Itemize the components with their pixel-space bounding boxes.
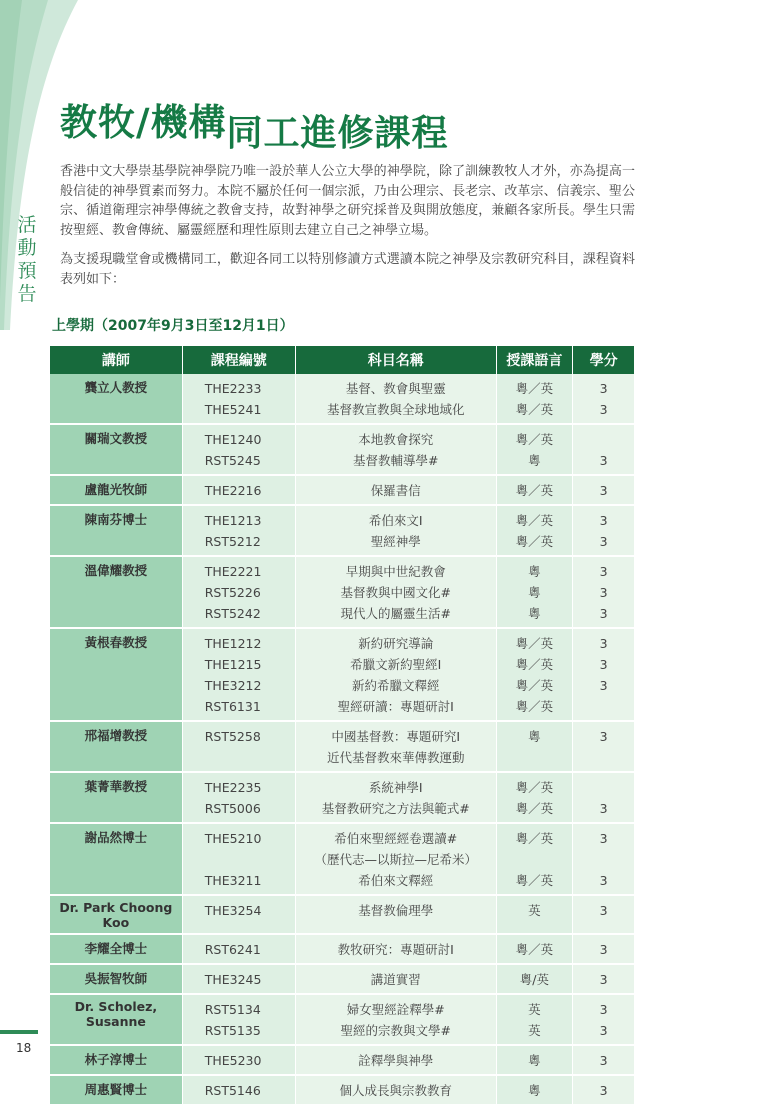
semester-heading: 上學期（2007年9月3日至12月1日） <box>52 318 294 334</box>
subject-name: 希伯來文I <box>368 513 423 528</box>
subject-cell <box>295 994 496 1045</box>
subject-cell <box>295 895 496 934</box>
subject-name: 現代人的屬靈生活# <box>340 606 451 621</box>
language-cell <box>496 772 573 823</box>
credits: 3 <box>599 1083 608 1098</box>
credits: 3 <box>599 942 608 957</box>
table-row <box>50 823 634 895</box>
subject-name: 聖經神學 <box>370 534 421 549</box>
subject-cell <box>295 505 496 556</box>
course-code: RST5135 <box>204 1023 261 1038</box>
subject-cell <box>295 475 496 505</box>
intro-paragraph: 香港中文大學崇基學院神學院乃唯一設於華人公立大學的神學院，除了訓練教牧人才外，亦為提高一般信徒的神學質素而努力。本院不屬於任何一個宗派，乃由公理宗、長老宗、改革宗、信義宗、聖公宗、循道衛理宗神學傳統之教會支持，故對神學之研究採普及與開放態度，兼顧各家所長。學生只需按聖經、教會傳統、屬靈經歷和理性原則去建立自己之神學立場。 <box>60 164 635 238</box>
table-row <box>50 628 634 721</box>
subject-cell <box>295 934 496 964</box>
table-row <box>50 964 634 994</box>
lecturer-cell: 周惠賢博士 <box>50 1075 182 1105</box>
subject-name: 中國基督教：專題研究I <box>331 729 461 744</box>
language <box>497 849 573 870</box>
side-label-char: 告 <box>17 283 37 305</box>
table-row <box>50 934 634 964</box>
language: 粵／英 <box>515 402 554 417</box>
course-code: THE3211 <box>204 873 262 888</box>
language: 英 <box>528 1023 541 1038</box>
credits-cell <box>573 823 634 895</box>
language: 粵／英 <box>515 801 554 816</box>
course-table <box>50 346 634 1106</box>
language-cell <box>496 895 573 934</box>
table-row <box>50 895 634 934</box>
language: 粵／英 <box>515 678 554 693</box>
credits: 3 <box>599 636 608 651</box>
page-title-part1: 教牧/機構 <box>60 101 227 144</box>
subject-name: 基督教研究之方法與範式# <box>321 801 470 816</box>
subject-name: 希伯來聖經經卷選讀# <box>334 831 458 846</box>
course-code: THE3245 <box>204 972 262 987</box>
credits: 3 <box>599 534 608 549</box>
language: 粵／英 <box>515 780 554 795</box>
course-code: RST5226 <box>204 585 261 600</box>
subject-cell <box>295 772 496 823</box>
credits: 3 <box>599 564 608 579</box>
course-code-cell <box>182 424 295 475</box>
subject-name: 系統神學I <box>368 780 423 795</box>
course-code-cell <box>182 374 295 424</box>
course-table-body <box>50 374 634 1105</box>
header-credits: 學分 <box>573 346 634 374</box>
course-code: THE3254 <box>204 903 262 918</box>
subject-cell <box>295 721 496 772</box>
table-row <box>50 374 634 424</box>
course-code: RST5212 <box>204 534 261 549</box>
subject-name: （歷代志—以斯拉—尼希米） <box>314 852 477 867</box>
credits: 3 <box>599 381 608 396</box>
language: 粵／英 <box>515 534 554 549</box>
credits-cell <box>573 994 634 1045</box>
language <box>497 747 573 768</box>
language: 粵 <box>528 1083 541 1098</box>
subject-name: 新約研究導論 <box>358 636 434 651</box>
language: 粵 <box>528 585 541 600</box>
page-number: 18 <box>16 1041 32 1055</box>
language: 粵 <box>528 606 541 621</box>
credits <box>573 777 634 798</box>
language-cell <box>496 1075 573 1105</box>
lecturer-cell: 李耀全博士 <box>50 934 182 964</box>
language: 粵/英 <box>519 972 549 987</box>
language-cell <box>496 964 573 994</box>
credits: 3 <box>599 585 608 600</box>
subject-name: 婦女聖經詮釋學# <box>346 1002 445 1017</box>
course-code-cell <box>182 772 295 823</box>
language-cell <box>496 721 573 772</box>
credits: 3 <box>599 678 608 693</box>
course-code: RST5006 <box>204 801 261 816</box>
credits: 3 <box>599 606 608 621</box>
lecturer-cell: 龔立人教授 <box>50 374 182 424</box>
course-code-cell <box>182 556 295 628</box>
subject-name: 基督教與中國文化# <box>340 585 451 600</box>
lecturer-cell: 林子淳博士 <box>50 1045 182 1075</box>
table-row <box>50 994 634 1045</box>
course-code: THE1213 <box>204 513 262 528</box>
subject-name: 詮釋學與神學 <box>358 1053 434 1068</box>
side-label-char: 活 <box>17 214 37 236</box>
language-cell <box>496 1045 573 1075</box>
course-code-cell <box>182 1045 295 1075</box>
course-code-cell <box>182 1075 295 1105</box>
subject-name: 基督教輔導學# <box>352 453 439 468</box>
language-cell <box>496 556 573 628</box>
table-row <box>50 475 634 505</box>
course-code: RST5146 <box>204 1083 261 1098</box>
credits <box>573 696 634 717</box>
credits-cell <box>573 964 634 994</box>
course-code: THE2221 <box>204 564 262 579</box>
credits: 3 <box>599 402 608 417</box>
table-row <box>50 1045 634 1075</box>
credits: 3 <box>599 1023 608 1038</box>
header-language: 授課語言 <box>496 346 573 374</box>
subject-cell <box>295 424 496 475</box>
course-code-cell <box>182 895 295 934</box>
subject-name: 保羅書信 <box>370 483 421 498</box>
side-label-char: 預 <box>17 260 37 282</box>
course-code <box>205 849 295 870</box>
credits-cell <box>573 1075 634 1105</box>
language: 粵／英 <box>515 873 554 888</box>
language: 粵／英 <box>515 432 554 447</box>
course-code: THE2233 <box>204 381 262 396</box>
credits: 3 <box>599 903 608 918</box>
subject-name: 近代基督教來華傳教運動 <box>326 750 465 765</box>
table-row <box>50 505 634 556</box>
section-side-label <box>16 214 38 306</box>
lecturer-cell: 關瑞文教授 <box>50 424 182 475</box>
subject-name: 個人成長與宗教教育 <box>339 1083 452 1098</box>
language-cell <box>496 823 573 895</box>
credits-cell <box>573 934 634 964</box>
language: 粵 <box>528 564 541 579</box>
subject-name: 基督教宣教與全球地域化 <box>326 402 465 417</box>
credits-cell <box>573 374 634 424</box>
table-row <box>50 1075 634 1105</box>
table-row <box>50 424 634 475</box>
course-code: RST6131 <box>204 699 261 714</box>
course-code: THE5210 <box>204 831 262 846</box>
credits <box>573 429 634 450</box>
language: 粵／英 <box>515 636 554 651</box>
lecturer-cell: 葉菁華教授 <box>50 772 182 823</box>
page-number-rule <box>0 1030 38 1034</box>
subject-name: 教牧研究：專題研討I <box>337 942 454 957</box>
language: 英 <box>528 903 541 918</box>
lecturer-cell: 陳南芬博士 <box>50 505 182 556</box>
subject-cell <box>295 823 496 895</box>
table-row <box>50 721 634 772</box>
course-code-cell <box>182 823 295 895</box>
page-title <box>60 92 449 154</box>
subject-cell <box>295 628 496 721</box>
side-label-char: 動 <box>17 237 37 259</box>
language: 粵 <box>528 453 541 468</box>
language: 粵／英 <box>515 657 554 672</box>
subject-cell <box>295 1075 496 1105</box>
lecturer-cell: 溫偉耀教授 <box>50 556 182 628</box>
credits: 3 <box>599 831 608 846</box>
subject-name: 希伯來文釋經 <box>358 873 434 888</box>
language: 粵／英 <box>515 381 554 396</box>
credits: 3 <box>599 657 608 672</box>
intro-text <box>60 162 635 299</box>
subject-name: 新約希臘文釋經 <box>351 678 440 693</box>
course-code: RST5134 <box>204 1002 261 1017</box>
header-course-code: 課程編號 <box>182 346 295 374</box>
course-code: THE3212 <box>204 678 262 693</box>
header-subject: 科目名稱 <box>295 346 496 374</box>
credits-cell <box>573 505 634 556</box>
course-code: THE1240 <box>204 432 262 447</box>
credits-cell <box>573 628 634 721</box>
course-code: THE1212 <box>204 636 262 651</box>
subject-name: 基督教倫理學 <box>358 903 434 918</box>
language-cell <box>496 994 573 1045</box>
language: 粵／英 <box>515 513 554 528</box>
course-code-cell <box>182 964 295 994</box>
course-code-cell <box>182 721 295 772</box>
credits-cell <box>573 772 634 823</box>
credits-cell <box>573 556 634 628</box>
table-row <box>50 772 634 823</box>
course-code: THE2216 <box>204 483 262 498</box>
credits-cell <box>573 721 634 772</box>
language: 粵／英 <box>515 831 554 846</box>
credits-cell <box>573 475 634 505</box>
header-lecturer: 講師 <box>50 346 182 374</box>
language-cell <box>496 505 573 556</box>
subject-name: 希臘文新約聖經I <box>350 657 442 672</box>
credits-cell <box>573 424 634 475</box>
course-code-cell <box>182 994 295 1045</box>
course-code <box>205 747 295 768</box>
course-code: RST5258 <box>204 729 261 744</box>
credits <box>573 849 634 870</box>
lecturer-cell: 謝品然博士 <box>50 823 182 895</box>
language-cell <box>496 424 573 475</box>
subject-cell <box>295 964 496 994</box>
lecturer-cell: Dr. Scholez, Susanne <box>50 994 182 1045</box>
credits: 3 <box>599 873 608 888</box>
subject-name: 基督、教會與聖靈 <box>345 381 446 396</box>
course-code: RST6241 <box>204 942 261 957</box>
course-code: RST5245 <box>204 453 261 468</box>
course-code: THE5230 <box>204 1053 262 1068</box>
subject-name: 聖經研讀：專題研討I <box>337 699 454 714</box>
credits-cell <box>573 895 634 934</box>
language: 粵／英 <box>515 942 554 957</box>
lecturer-cell: 黃根春教授 <box>50 628 182 721</box>
credits-cell <box>573 1045 634 1075</box>
language-cell <box>496 475 573 505</box>
credits: 3 <box>599 483 608 498</box>
language-cell <box>496 628 573 721</box>
lecturer-cell: 邢福增教授 <box>50 721 182 772</box>
subject-name: 講道實習 <box>370 972 421 987</box>
course-code-cell <box>182 934 295 964</box>
credits: 3 <box>599 729 608 744</box>
language-cell <box>496 934 573 964</box>
course-code: THE5241 <box>204 402 262 417</box>
course-code-cell <box>182 475 295 505</box>
credits: 3 <box>599 453 608 468</box>
lecturer-cell: Dr. Park Choong Koo <box>50 895 182 934</box>
subject-name: 本地教會探究 <box>358 432 434 447</box>
page-title-part2: 同工進修課程 <box>226 113 449 154</box>
subject-name: 聖經的宗教與文學# <box>340 1023 451 1038</box>
language: 粵 <box>528 1053 541 1068</box>
language: 英 <box>528 1002 541 1017</box>
course-code-cell <box>182 628 295 721</box>
language: 粵／英 <box>515 699 554 714</box>
subject-cell <box>295 1045 496 1075</box>
intro-paragraph: 為支援現職堂會或機構同工，歡迎各同工以特別修讀方式選讀本院之神學及宗教研究科目，課程資料表列如下： <box>60 252 635 287</box>
language: 粵／英 <box>515 483 554 498</box>
credits: 3 <box>599 1053 608 1068</box>
subject-name: 早期與中世紀教會 <box>345 564 446 579</box>
course-code-cell <box>182 505 295 556</box>
lecturer-cell: 吳振智牧師 <box>50 964 182 994</box>
course-code: THE1215 <box>204 657 262 672</box>
lecturer-cell: 盧龍光牧師 <box>50 475 182 505</box>
table-header-row <box>50 346 634 374</box>
subject-cell <box>295 556 496 628</box>
course-code: RST5242 <box>204 606 261 621</box>
credits: 3 <box>599 1002 608 1017</box>
language-cell <box>496 374 573 424</box>
credits: 3 <box>599 972 608 987</box>
course-code: THE2235 <box>204 780 262 795</box>
credits: 3 <box>599 801 608 816</box>
subject-cell <box>295 374 496 424</box>
credits <box>573 747 634 768</box>
credits: 3 <box>599 513 608 528</box>
table-row <box>50 556 634 628</box>
language: 粵 <box>528 729 541 744</box>
